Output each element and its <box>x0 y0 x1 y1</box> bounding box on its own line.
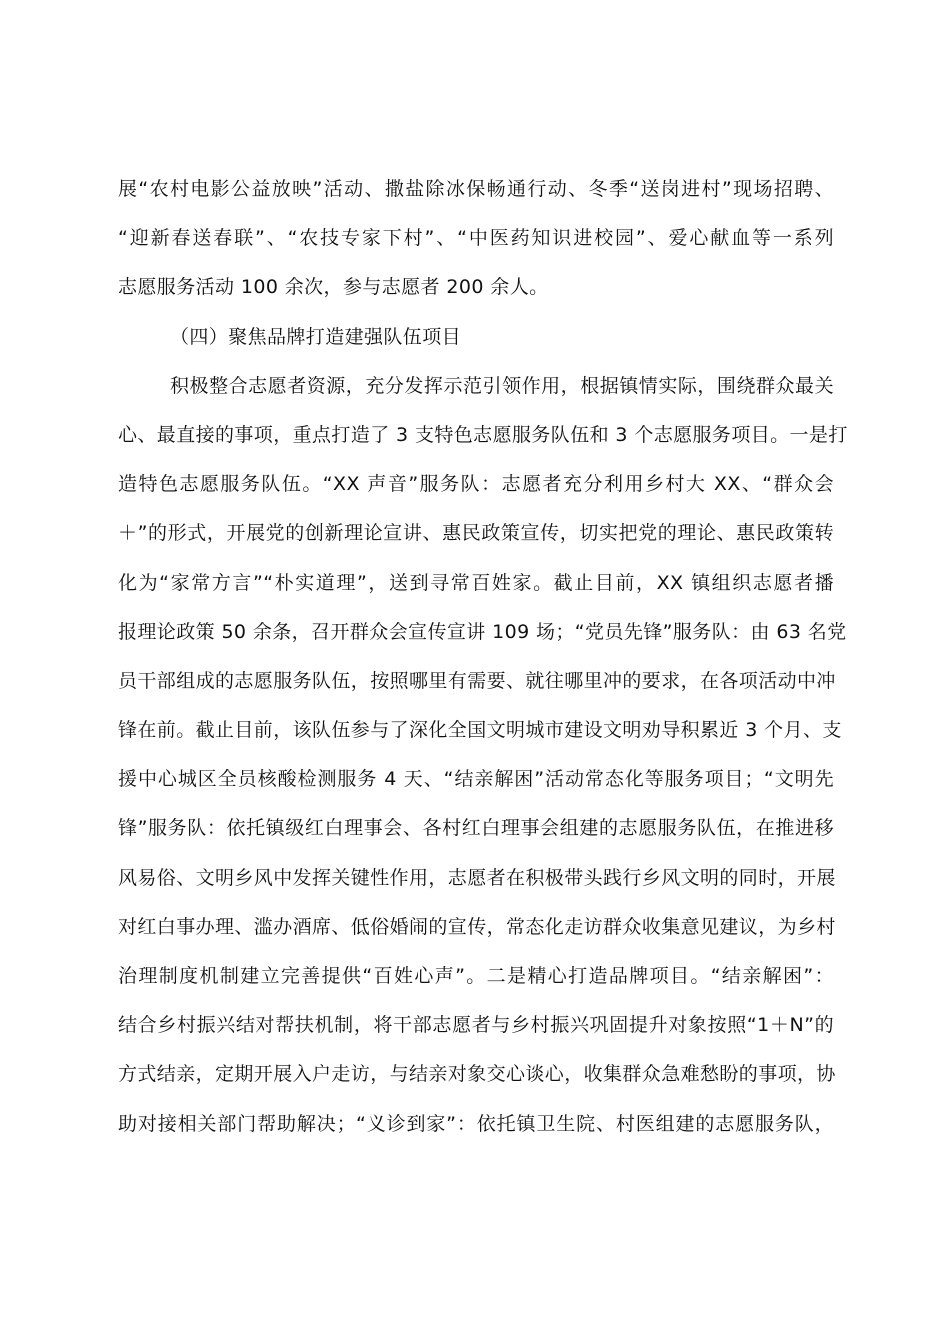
text-line: 助对接相关部门帮助解决；“义诊到家”：依托镇卫生院、村医组建的志愿服务队， <box>118 1112 834 1135</box>
text-line: 心、最直接的事项，重点打造了 3 支特色志愿服务队伍和 3 个志愿服务项目。一是打 <box>118 423 848 446</box>
text-line: 报理论政策 50 余条，召开群众会宣传宣讲 109 场；“党员先锋”服务队：由 63 名党 <box>118 620 847 643</box>
body-text <box>118 172 848 1156</box>
text-line: 风易俗、文明乡风中发挥关键性作用，志愿者在积极带头践行乡风文明的同时，开展 <box>118 866 836 889</box>
paragraph-first-line: 积极整合志愿者资源，充分发挥示范引领作用，根据镇情实际，围绕群众最关 <box>170 374 834 397</box>
text-line: “迎新春送春联”、“农技专家下村”、“中医药知识进校园”、爱心献血等一系列 <box>118 227 834 250</box>
text-line: 锋”服务队：依托镇级红白理事会、各村红白理事会组建的志愿服务队伍，在推进移 <box>118 817 834 840</box>
text-line: 员干部组成的志愿服务队伍，按照哪里有需要、就往哪里冲的要求，在各项活动中冲 <box>118 669 836 692</box>
section-heading: （四）聚焦品牌打造建强队伍项目 <box>170 325 462 348</box>
text-line: ＋”的形式，开展党的创新理论宣讲、惠民政策宣传，切实把党的理论、惠民政策转 <box>118 522 834 545</box>
text-line: 展“农村电影公益放映”活动、撒盐除冰保畅通行动、冬季“送岗进村”现场招聘、 <box>118 178 834 200</box>
text-line: 对红白事办理、滥办酒席、低俗婚闹的宣传，常态化走访群众收集意见建议，为乡村 <box>118 915 836 938</box>
text-line: 结合乡村振兴结对帮扶机制，将干部志愿者与乡村振兴巩固提升对象按照“1＋N”的 <box>118 1014 834 1037</box>
text-line: 造特色志愿服务队伍。“XX 声音”服务队：志愿者充分利用乡村大 XX、“群众会 <box>118 473 834 496</box>
text-line: 志愿服务活动 100 余次，参与志愿者 200 余人。 <box>118 276 549 299</box>
text-line: 化为“家常方言”“朴实道理”，送到寻常百姓家。截止目前，XX 镇组织志愿者播 <box>118 571 834 594</box>
text-line: 治理制度机制建立完善提供“百姓心声”。二是精心打造品牌项目。“结亲解困”： <box>118 965 834 987</box>
text-line: 方式结亲，定期开展入户走访，与结亲对象交心谈心，收集群众急难愁盼的事项，协 <box>118 1063 836 1086</box>
text-line: 锋在前。截止目前，该队伍参与了深化全国文明城市建设文明劝导积累近 3 个月、支 <box>118 719 842 742</box>
text-line: 援中心城区全员核酸检测服务 4 天、“结亲解困”活动常态化等服务项目；“文明先 <box>118 768 834 791</box>
